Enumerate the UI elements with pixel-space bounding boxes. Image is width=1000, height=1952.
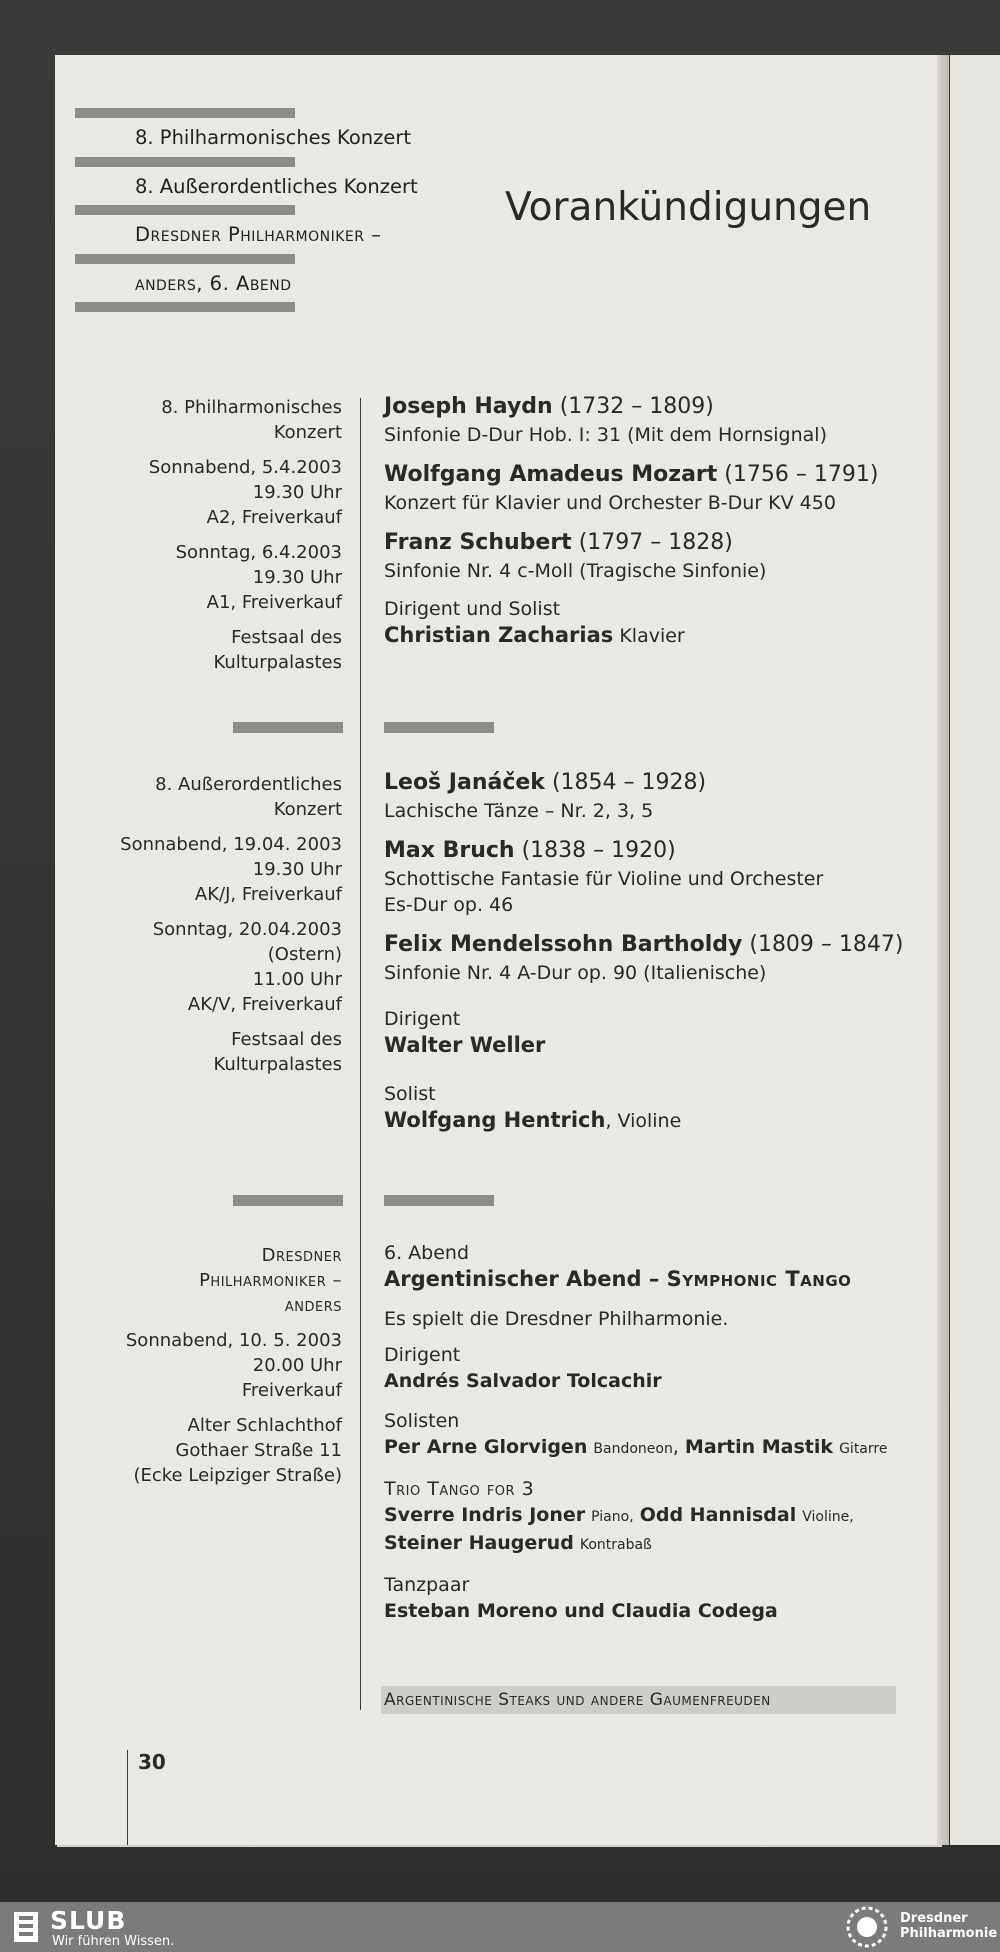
- soloist-name: Martin Mastik: [684, 1436, 834, 1458]
- event-3-venue: Gothaer Straße 11: [175, 1440, 342, 1461]
- event-2-date: Sonntag, 20.04.2003: [152, 919, 342, 940]
- dance-label: Tanzpaar: [384, 1574, 470, 1596]
- footer-bar: [0, 1902, 1000, 1952]
- event-3-name: Philharmoniker –: [199, 1270, 342, 1291]
- conductor-name: Andrés Salvador Tolcachir: [384, 1370, 662, 1392]
- column-divider: [360, 398, 361, 1710]
- header-line-2: 8. Außerordentliches Konzert: [135, 175, 418, 198]
- page-number: 30: [138, 1750, 166, 1774]
- event-2-note: (Ostern): [267, 944, 342, 965]
- conductor-label: Dirigent: [384, 1008, 461, 1030]
- section-separator: [233, 1195, 343, 1206]
- event-3-venue: (Ecke Leipziger Straße): [133, 1465, 342, 1486]
- event-2-details: [120, 772, 342, 1077]
- event-3-venue: Alter Schlachthof: [187, 1415, 342, 1436]
- event-3-date: Sonnabend, 10. 5. 2003: [125, 1330, 342, 1351]
- work-title: Sinfonie D-Dur Hob. I: 31 (Mit dem Hornsignal): [384, 424, 827, 446]
- composer-name: Franz Schubert: [384, 530, 572, 555]
- composer-dates: (1838 – 1920): [521, 838, 676, 863]
- trio-member: Steiner Haugerud: [384, 1532, 574, 1554]
- work-title: Es-Dur op. 46: [384, 894, 514, 916]
- event-3-program: 6. Abend Argentinischer Abend – Symphonic Tango Es spielt die Dresdner Philharmonie. Dirigent Andrés Salvador Tolcachir Solisten Per Arne Glorvigen Bandoneon, Martin Mastik Gitarre Trio Tango for 3 Sverre Indris Joner Piano, Odd Hannisdal Violine, Steiner Haugerud Kontrabaß Tanzpaar Esteban Moreno und Claudia Codega: [384, 1242, 888, 1622]
- section-separator: [384, 722, 494, 733]
- soloist-name: Per Arne Glorvigen: [384, 1436, 588, 1458]
- event-3-name: anders: [284, 1295, 342, 1316]
- event-2-venue: Festsaal des: [231, 1029, 342, 1050]
- composer-name: Wolfgang Amadeus Mozart: [384, 462, 718, 487]
- event-2-program: [384, 768, 904, 1134]
- work-title: Lachische Tänze – Nr. 2, 3, 5: [384, 800, 654, 822]
- performer-name: Christian Zacharias: [384, 623, 614, 647]
- header-stripe: [75, 205, 295, 215]
- trio-instrument: Violine,: [802, 1509, 854, 1525]
- header-stripe: [75, 108, 295, 118]
- composer-dates: (1809 – 1847): [749, 932, 904, 957]
- event-2-date: Sonnabend, 19.04. 2003: [120, 834, 342, 855]
- event-1-details: [149, 395, 342, 675]
- event-1-name: Konzert: [273, 422, 342, 443]
- work-title: Sinfonie Nr. 4 A-Dur op. 90 (Italienische): [384, 962, 767, 984]
- event-2-time: 11.00 Uhr: [252, 969, 342, 990]
- conductor-label: Dirigent: [384, 1344, 461, 1366]
- event-1-name: 8. Philharmonisches: [161, 397, 342, 418]
- composer-dates: (1797 – 1828): [578, 530, 733, 555]
- event-2-venue: Kulturpalastes: [213, 1054, 342, 1075]
- page-number-rule: [127, 1750, 128, 1845]
- partner-line-2: Philharmonie: [900, 1926, 998, 1941]
- work-title: Schottische Fantasie für Violine und Orchester: [384, 868, 824, 890]
- header-stripe: [75, 254, 295, 264]
- soloists-label: Solisten: [384, 1410, 460, 1432]
- composer-name: Leoš Janáček: [384, 770, 545, 795]
- event-1-venue: Kulturpalastes: [213, 652, 342, 673]
- soloist-instrument: Bandoneon: [593, 1441, 673, 1457]
- event-1-time: 19.30 Uhr: [252, 567, 342, 588]
- header-stripe: [75, 302, 295, 312]
- philharmonie-name: [900, 1911, 997, 1941]
- event-subtitle: Symphonic Tango: [666, 1267, 852, 1291]
- soloist-instrument: , Violine: [605, 1110, 682, 1132]
- page-title: Vorankündigungen: [505, 185, 872, 230]
- event-3-ticket: Freiverkauf: [241, 1380, 342, 1401]
- event-title: Argentinischer Abend –: [384, 1267, 667, 1291]
- composer-dates: (1732 – 1809): [559, 394, 714, 419]
- composer-name: Max Bruch: [384, 838, 515, 863]
- partner-line-1: Dresdner: [900, 1911, 968, 1926]
- evening-number: 6. Abend: [384, 1242, 470, 1264]
- conductor-name: Walter Weller: [384, 1033, 546, 1057]
- performer-instrument: Klavier: [619, 625, 685, 647]
- event-3-time: 20.00 Uhr: [252, 1355, 342, 1376]
- event-2-name: 8. Außerordentliches: [155, 774, 342, 795]
- event-2-time: 19.30 Uhr: [252, 859, 342, 880]
- work-title: Konzert für Klavier und Orchester B-Dur KV 450: [384, 492, 836, 514]
- trio-member: Sverre Indris Joner: [384, 1504, 586, 1526]
- event-2-ticket: AK/V, Freiverkauf: [187, 994, 342, 1015]
- intro-text: Es spielt die Dresdner Philharmonie.: [384, 1308, 729, 1330]
- section-separator: [384, 1195, 494, 1206]
- composer-name: Felix Mendelssohn Bartholdy: [384, 932, 743, 957]
- event-1-program: [384, 392, 878, 649]
- event-1-venue: Festsaal des: [231, 627, 342, 648]
- composer-dates: (1854 – 1928): [551, 770, 707, 795]
- soloist-name: Wolfgang Hentrich: [384, 1108, 606, 1132]
- header-line-3: Dresdner Philharmoniker –: [135, 223, 382, 246]
- event-2-ticket: AK/J, Freiverkauf: [194, 884, 342, 905]
- catering-banner: Argentinische Steaks und andere Gaumenfreuden: [381, 1686, 896, 1714]
- event-1-ticket: A2, Freiverkauf: [206, 507, 342, 528]
- page-fold-shadow: [937, 55, 949, 1845]
- header-stripe: [75, 157, 295, 167]
- section-separator: [233, 722, 343, 733]
- soloist-label: Solist: [384, 1083, 436, 1105]
- trio-instrument: Kontrabaß: [579, 1537, 652, 1553]
- event-2-name: Konzert: [273, 799, 342, 820]
- event-3-name: Dresdner: [261, 1245, 342, 1266]
- event-1-time: 19.30 Uhr: [252, 482, 342, 503]
- slub-logo-icon: [14, 1912, 38, 1942]
- event-1-date: Sonnabend, 5.4.2003: [148, 457, 342, 478]
- dancers-names: Esteban Moreno und Claudia Codega: [384, 1600, 778, 1622]
- trio-member: Odd Hannisdal: [639, 1504, 797, 1526]
- adjacent-page-edge: [950, 55, 1000, 1845]
- composer-name: Joseph Haydn: [384, 394, 553, 419]
- slub-tagline: Wir führen Wissen.: [52, 1934, 175, 1949]
- role-label: Dirigent und Solist: [384, 598, 561, 620]
- header-line-1: 8. Philharmonisches Konzert: [135, 126, 412, 149]
- slub-name: SLUB: [50, 1906, 127, 1935]
- trio-instrument: Piano,: [591, 1509, 634, 1525]
- header-line-4: anders, 6. Abend: [135, 272, 292, 295]
- soloist-instrument: Gitarre: [839, 1441, 888, 1457]
- event-1-date: Sonntag, 6.4.2003: [175, 542, 342, 563]
- event-1-ticket: A1, Freiverkauf: [206, 592, 342, 613]
- work-title: Sinfonie Nr. 4 c-Moll (Tragische Sinfonie): [384, 560, 767, 582]
- composer-dates: (1756 – 1791): [724, 462, 879, 487]
- philharmonie-logo-icon: [843, 1906, 891, 1948]
- event-3-details: [126, 1243, 342, 1488]
- trio-label: Trio Tango for 3: [384, 1478, 535, 1500]
